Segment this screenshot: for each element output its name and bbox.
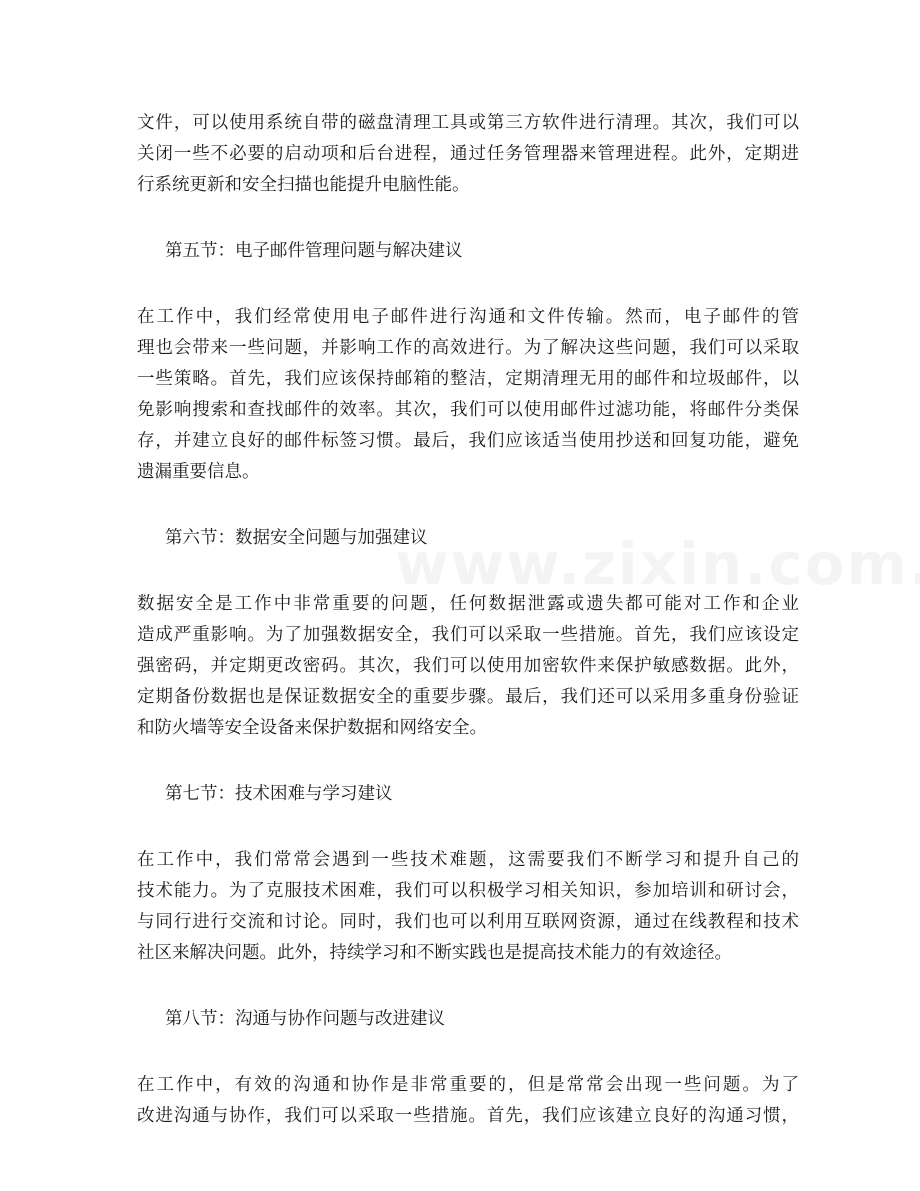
- paragraph-line: 行系统更新和安全扫描也能提升电脑性能。: [137, 175, 470, 195]
- section-heading: 第八节：沟通与协作问题与改进建议: [165, 1009, 445, 1029]
- paragraph-line: 免影响搜索和查找邮件的效率。其次，我们可以使用邮件过滤功能，将邮件分类保: [137, 400, 799, 420]
- body-paragraph: [137, 108, 799, 201]
- paragraph-line: 在工作中，我们经常使用电子邮件进行沟通和文件传输。然而，电子邮件的管: [137, 307, 799, 327]
- body-paragraph: [137, 845, 799, 969]
- paragraph-line: 和防火墙等安全设备来保护数据和网络安全。: [137, 718, 487, 738]
- paragraph-line: 数据安全是工作中非常重要的问题，任何数据泄露或遗失都可能对工作和企业: [137, 594, 799, 614]
- body-paragraph: [137, 1070, 799, 1132]
- section-heading: 第七节：技术困难与学习建议: [165, 784, 393, 804]
- paragraph-line: 存，并建立良好的邮件标签习惯。最后，我们应该适当使用抄送和回复功能，避免: [137, 431, 799, 451]
- section-heading: 第六节：数据安全问题与加强建议: [165, 528, 428, 548]
- body-paragraph: [137, 302, 799, 488]
- paragraph-line: 定期备份数据也是保证数据安全的重要步骤。最后，我们还可以采用多重身份验证: [137, 687, 799, 707]
- body-paragraph: [137, 589, 799, 744]
- paragraph-line: 技术能力。为了克服技术困难，我们可以积极学习相关知识，参加培训和研讨会，: [137, 881, 799, 901]
- paragraph-line: 强密码，并定期更改密码。其次，我们可以使用加密软件来保护敏感数据。此外，: [137, 656, 799, 676]
- paragraph-line: 一些策略。首先，我们应该保持邮箱的整洁，定期清理无用的邮件和垃圾邮件，以: [137, 369, 799, 389]
- paragraph-line: 改进沟通与协作，我们可以采取一些措施。首先，我们应该建立良好的沟通习惯，: [137, 1106, 799, 1126]
- paragraph-line: 与同行进行交流和讨论。同时，我们也可以利用互联网资源，通过在线教程和技术: [137, 912, 799, 932]
- section-heading: 第五节：电子邮件管理问题与解决建议: [165, 241, 463, 261]
- paragraph-line: 文件，可以使用系统自带的磁盘清理工具或第三方软件进行清理。其次，我们可以: [137, 113, 799, 133]
- document-body: [137, 108, 799, 1167]
- paragraph-line: 在工作中，有效的沟通和协作是非常重要的，但是常常会出现一些问题。为了: [137, 1075, 799, 1095]
- paragraph-line: 遗漏重要信息。: [137, 462, 260, 482]
- paragraph-line: 在工作中，我们常常会遇到一些技术难题，这需要我们不断学习和提升自己的: [137, 850, 799, 870]
- paragraph-line: 理也会带来一些问题，并影响工作的高效进行。为了解决这些问题，我们可以采取: [137, 338, 799, 358]
- paragraph-line: 关闭一些不必要的启动项和后台进程，通过任务管理器来管理进程。此外，定期进: [137, 144, 799, 164]
- paragraph-line: 社区来解决问题。此外，持续学习和不断实践也是提高技术能力的有效途径。: [137, 943, 732, 963]
- paragraph-line: 造成严重影响。为了加强数据安全，我们可以采取一些措施。首先，我们应该设定: [137, 625, 799, 645]
